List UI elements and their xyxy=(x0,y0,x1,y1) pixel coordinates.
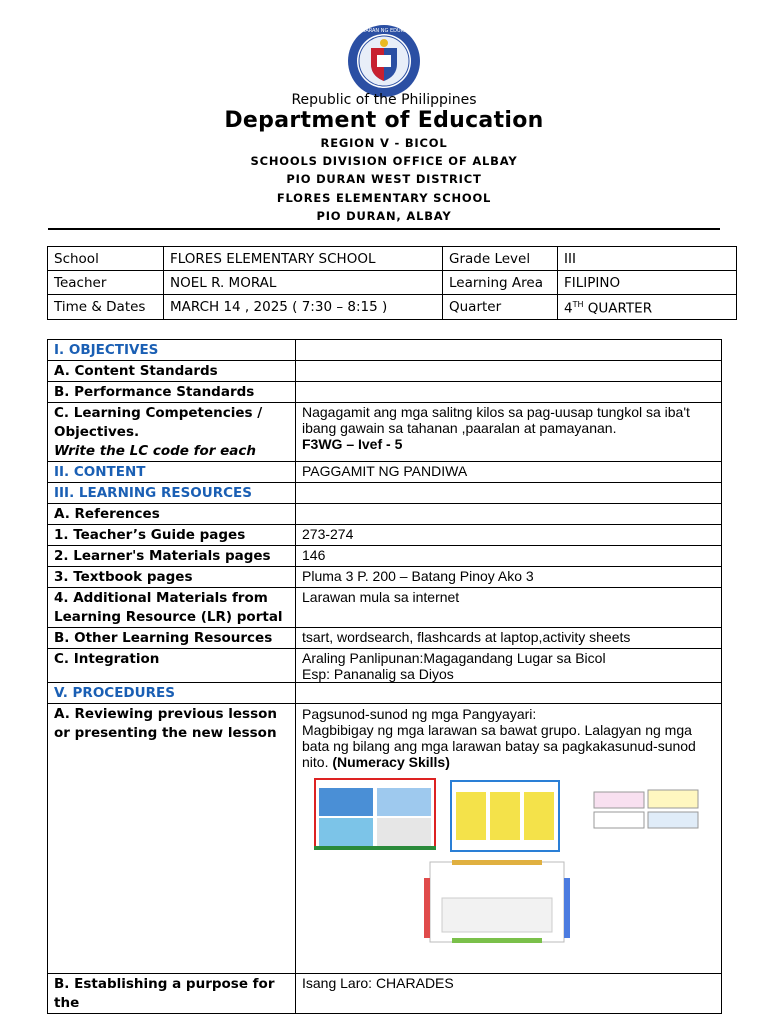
content-standards-label: A. Content Standards xyxy=(48,361,296,382)
teacher-value: NOEL R. MORAL xyxy=(164,271,443,295)
sequence-picture-1 xyxy=(314,778,436,850)
reviewing-value xyxy=(296,704,722,974)
performance-standards-value xyxy=(296,382,722,403)
learning-resources-heading: III. LEARNING RESOURCES xyxy=(48,483,296,504)
lesson-plan-table xyxy=(47,339,722,1014)
textbook-label: 3. Textbook pages xyxy=(48,567,296,588)
row-textbook xyxy=(48,567,722,588)
reviewing-text xyxy=(302,722,715,770)
teacher-label: Teacher xyxy=(48,271,164,295)
info-table xyxy=(47,246,737,320)
school-line: FLORES ELEMENTARY SCHOOL xyxy=(276,191,492,205)
sequence-picture-3 xyxy=(588,774,706,840)
procedures-value xyxy=(296,683,722,704)
region-line: REGION V - BICOL xyxy=(320,136,448,150)
info-row-school xyxy=(48,247,737,271)
establishing-purpose-label: B. Establishing a purpose for the xyxy=(48,974,296,1014)
reviewing-title: Pagsunod-sunod ng mga Pangyayari: xyxy=(302,706,537,722)
learning-competencies-value xyxy=(296,403,722,462)
integration-value xyxy=(296,649,722,683)
lc-label-main: C. Learning Competencies / Objectives. xyxy=(54,405,263,440)
activity-images xyxy=(302,770,715,950)
content-standards-value xyxy=(296,361,722,382)
other-resources-value: tsart, wordsearch, flashcards at laptop,activity sheets xyxy=(296,628,722,649)
additional-materials-label: 4. Additional Materials from Learning Resource (LR) portal xyxy=(48,588,296,628)
division-line: SCHOOLS DIVISION OFFICE OF ALBAY xyxy=(250,154,518,168)
school-value: FLORES ELEMENTARY SCHOOL xyxy=(164,247,443,271)
row-procedures xyxy=(48,683,722,704)
content-heading: II. CONTENT xyxy=(48,462,296,483)
grade-label: Grade Level xyxy=(443,247,558,271)
info-row-teacher xyxy=(48,271,737,295)
references-value xyxy=(296,504,722,525)
row-learning-competencies xyxy=(48,403,722,462)
svg-text:KAGAWARAN NG EDUKASYON: KAGAWARAN NG EDUKASYON xyxy=(347,28,421,34)
republic-line: Republic of the Philippines xyxy=(291,92,477,108)
quarter-sup: TH xyxy=(572,300,584,309)
area-value: FILIPINO xyxy=(558,271,737,295)
deped-seal-logo xyxy=(347,24,421,98)
teachers-guide-value: 273-274 xyxy=(296,525,722,546)
department-title: Department of Education xyxy=(224,108,544,133)
school-label: School xyxy=(48,247,164,271)
quarter-num: 4 xyxy=(564,300,573,317)
lc-label-note: Write the LC code for each xyxy=(54,443,257,459)
integration-label: C. Integration xyxy=(48,649,296,683)
row-establishing-purpose xyxy=(48,974,722,1014)
row-additional-materials xyxy=(48,588,722,628)
quarter-word: QUARTER xyxy=(583,300,653,317)
header-divider xyxy=(48,228,720,230)
row-reviewing xyxy=(48,704,722,974)
learners-materials-value: 146 xyxy=(296,546,722,567)
sequence-picture-4 xyxy=(422,858,572,946)
row-integration xyxy=(48,649,722,683)
establishing-purpose-value: Isang Laro: CHARADES xyxy=(296,974,722,1014)
additional-materials-value: Larawan mula sa internet xyxy=(296,588,722,628)
other-resources-label: B. Other Learning Resources xyxy=(48,628,296,649)
time-value: MARCH 14 , 2025 ( 7:30 – 8:15 ) xyxy=(164,295,443,320)
row-references xyxy=(48,504,722,525)
row-content xyxy=(48,462,722,483)
row-other-resources xyxy=(48,628,722,649)
quarter-label: Quarter xyxy=(443,295,558,320)
integration-ap: Araling Panlipunan:Magagandang Lugar sa Bicol xyxy=(302,650,606,666)
content-value: PAGGAMIT NG PANDIWA xyxy=(296,462,722,483)
lc-code: F3WG – Ivef - 5 xyxy=(302,436,403,452)
procedures-heading: V. PROCEDURES xyxy=(48,683,296,704)
learning-resources-value xyxy=(296,483,722,504)
district-line: PIO DURAN WEST DISTRICT xyxy=(286,172,482,186)
quarter-value xyxy=(558,295,737,320)
row-teachers-guide xyxy=(48,525,722,546)
row-learners-materials xyxy=(48,546,722,567)
time-label: Time & Dates xyxy=(48,295,164,320)
town-line: PIO DURAN, ALBAY xyxy=(316,209,452,223)
learners-materials-label: 2. Learner's Materials pages xyxy=(48,546,296,567)
row-learning-resources xyxy=(48,483,722,504)
objectives-value xyxy=(296,340,722,361)
info-row-time xyxy=(48,295,737,320)
objectives-heading: I. OBJECTIVES xyxy=(48,340,296,361)
area-label: Learning Area xyxy=(443,271,558,295)
row-performance-standards xyxy=(48,382,722,403)
row-objectives xyxy=(48,340,722,361)
textbook-value: Pluma 3 P. 200 – Batang Pinoy Ako 3 xyxy=(296,567,722,588)
lc-text: Nagagamit ang mga salitng kilos sa pag-uusap tungkol sa iba't ibang gawain sa tahanan ,paaralan at pamayanan. xyxy=(302,404,690,436)
performance-standards-label: B. Performance Standards xyxy=(48,382,296,403)
reviewing-body: Magbibigay ng mga larawan sa bawat grupo. Lalagyan ng mga bata ng bilang ang mga larawan batay sa pagkakasunud-sunod nito. xyxy=(302,722,696,770)
numeracy-skills-tag: (Numeracy Skills) xyxy=(332,754,450,770)
grade-value: III xyxy=(558,247,737,271)
references-label: A. References xyxy=(48,504,296,525)
row-content-standards xyxy=(48,361,722,382)
integration-esp: Esp: Pananalig sa Diyos xyxy=(302,666,454,682)
reviewing-label: A. Reviewing previous lesson or presenting the new lesson xyxy=(48,704,296,974)
teachers-guide-label: 1. Teacher’s Guide pages xyxy=(48,525,296,546)
learning-competencies-label xyxy=(48,403,296,462)
sequence-picture-2 xyxy=(450,780,560,852)
